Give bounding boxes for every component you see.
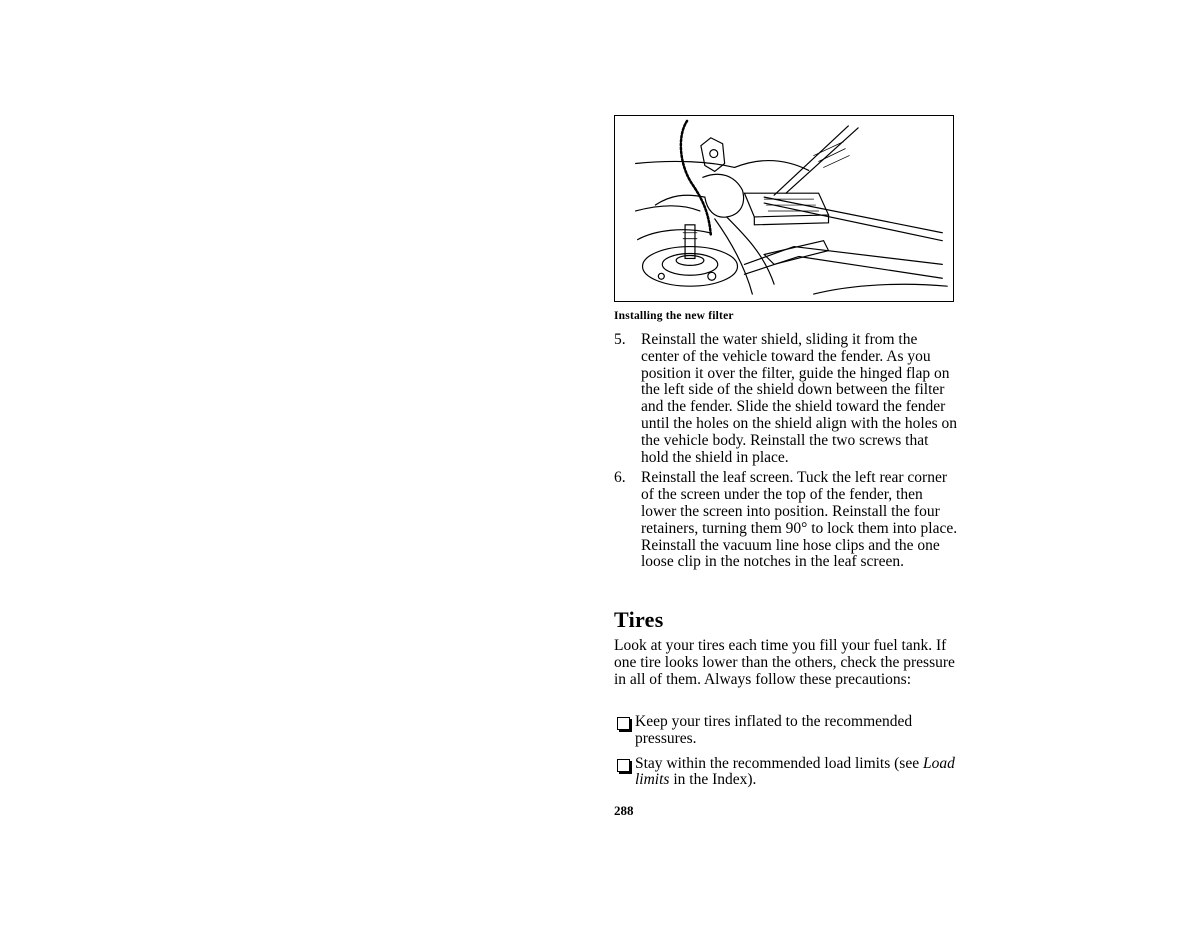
bullet-text-after: in the Index). <box>669 771 757 789</box>
section-heading: Tires <box>614 607 664 632</box>
list-item <box>614 756 959 790</box>
bullet-emphasis: Load limits <box>635 754 955 789</box>
checkbox-bullet-icon <box>617 759 630 772</box>
bullet-text-before: Stay within the recommended load limits (see <box>635 754 923 772</box>
precautions-list <box>614 714 959 797</box>
step-text: Reinstall the water shield, sliding it from the center of the vehicle toward the fender. As you position it over the filter, guide the hinged flap on the left side of the shield down between the filter and the fender. Slide the shield toward the fender until the holes on the shield align with the holes on the vehicle body. Reinstall the two screws that hold the shield in place. <box>641 331 957 466</box>
list-item <box>614 470 959 571</box>
section-intro: Look at your tires each time you fill your fuel tank. If one tire looks lower than the others, check the pressure in all of them. Always follow these precautions: <box>614 637 955 688</box>
step-text: Reinstall the leaf screen. Tuck the left rear corner of the screen under the top of the fender, then lower the screen into position. Reinstall the four retainers, turning them 90° to lock them into place. Reinstall the vacuum line hose clips and the one loose clip in the notches in the leaf screen. <box>641 469 958 571</box>
bullet-text: Keep your tires inflated to the recommended pressures. <box>635 713 913 747</box>
list-item <box>614 332 959 466</box>
installation-illustration <box>614 115 954 302</box>
procedure-steps <box>614 332 959 575</box>
step-number: 5. <box>614 331 626 348</box>
page-number: 288 <box>614 803 634 818</box>
figure-caption: Installing the new filter <box>614 310 734 322</box>
checkbox-bullet-icon <box>617 717 630 730</box>
list-item <box>614 714 959 748</box>
step-number: 6. <box>614 469 626 487</box>
